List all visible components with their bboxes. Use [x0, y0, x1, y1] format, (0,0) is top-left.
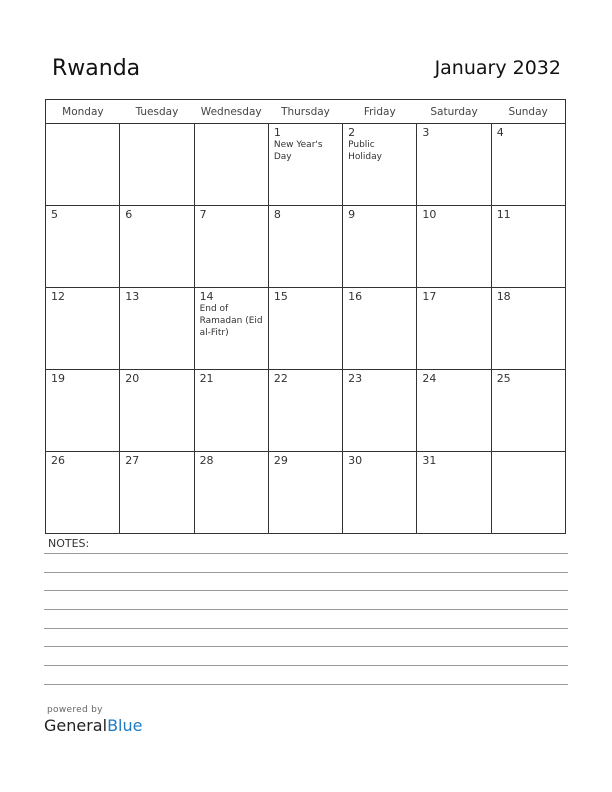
day-number: 21 [199, 372, 214, 385]
brand-name-general: General [44, 716, 108, 735]
day-cell [46, 206, 120, 288]
note-line [44, 684, 568, 685]
day-number: 11 [496, 208, 511, 221]
day-cell [120, 124, 194, 206]
weekday-friday: Friday [343, 100, 417, 124]
day-cell [417, 370, 491, 452]
holiday-label: Public Holiday [348, 140, 382, 162]
day-cell [343, 206, 417, 288]
day-number: 23 [348, 372, 363, 385]
note-line [44, 553, 568, 554]
day-cell [491, 452, 565, 534]
day-cell [120, 452, 194, 534]
day-cell [120, 370, 194, 452]
day-cell [491, 206, 565, 288]
day-number: 9 [348, 208, 356, 221]
week-row [46, 124, 566, 206]
weekday-sunday: Sunday [491, 100, 565, 124]
day-cell [46, 370, 120, 452]
calendar-grid [45, 99, 566, 534]
day-number: 30 [348, 454, 363, 467]
day-number: 29 [273, 454, 288, 467]
day-cell [268, 206, 342, 288]
notes-label: NOTES: [48, 537, 90, 550]
day-number: 5 [51, 208, 58, 221]
week-row [46, 288, 566, 370]
brand-logo[interactable] [44, 716, 142, 735]
note-line [44, 609, 568, 610]
day-cell [46, 452, 120, 534]
day-number: 1 [273, 126, 281, 139]
day-cell [343, 124, 417, 206]
note-line [44, 590, 568, 591]
day-number: 31 [422, 454, 437, 467]
day-number: 6 [125, 208, 133, 221]
day-number: 25 [496, 372, 511, 385]
day-cell [194, 288, 268, 370]
day-cell [268, 370, 342, 452]
day-cell [268, 288, 342, 370]
week-row [46, 452, 566, 534]
day-number: 14 [199, 290, 214, 303]
day-number: 2 [348, 126, 356, 139]
week-row [46, 206, 566, 288]
day-number: 16 [348, 290, 363, 303]
day-number: 27 [125, 454, 140, 467]
day-cell [491, 370, 565, 452]
day-cell [120, 288, 194, 370]
day-cell [491, 288, 565, 370]
country-title: Rwanda [52, 56, 141, 81]
month-year-title: January 2032 [434, 57, 561, 79]
note-line [44, 628, 568, 629]
day-number: 7 [199, 208, 207, 221]
note-line [44, 665, 568, 666]
note-line [44, 572, 568, 573]
day-cell [46, 288, 120, 370]
day-number: 3 [422, 126, 430, 139]
day-number: 24 [422, 372, 437, 385]
day-number: 22 [273, 372, 288, 385]
day-cell [343, 452, 417, 534]
day-cell [194, 452, 268, 534]
day-number: 28 [199, 454, 214, 467]
powered-by-text: powered by [47, 705, 103, 715]
day-cell [194, 124, 268, 206]
day-number: 13 [125, 290, 140, 303]
day-cell [343, 288, 417, 370]
day-cell [417, 206, 491, 288]
day-cell [194, 370, 268, 452]
day-number: 20 [125, 372, 140, 385]
day-cell [120, 206, 194, 288]
day-cell [491, 124, 565, 206]
day-cell [194, 206, 268, 288]
day-number: 10 [422, 208, 437, 221]
week-row [46, 370, 566, 452]
day-number: 8 [273, 208, 281, 221]
day-cell [417, 124, 491, 206]
day-cell [417, 452, 491, 534]
day-cell [46, 124, 120, 206]
day-number: 15 [273, 290, 288, 303]
day-cell [417, 288, 491, 370]
weekday-header-row [46, 100, 566, 124]
weekday-thursday: Thursday [268, 100, 342, 124]
day-cell [343, 370, 417, 452]
brand-name-blue: Blue [107, 716, 143, 735]
day-number: 17 [422, 290, 437, 303]
day-number: 26 [51, 454, 65, 467]
day-number: 19 [51, 372, 65, 385]
weekday-monday: Monday [46, 100, 120, 124]
weekday-wednesday: Wednesday [194, 100, 268, 124]
day-number: 4 [496, 126, 504, 139]
day-number: 12 [51, 290, 65, 303]
day-cell [268, 124, 342, 206]
weekday-tuesday: Tuesday [120, 100, 194, 124]
note-line [44, 646, 568, 647]
holiday-label: End of Ramadan (Eid al-Fitr) [199, 304, 263, 338]
day-cell [268, 452, 342, 534]
weekday-saturday: Saturday [417, 100, 491, 124]
holiday-label: New Year's Day [273, 140, 323, 162]
day-number: 18 [496, 290, 511, 303]
